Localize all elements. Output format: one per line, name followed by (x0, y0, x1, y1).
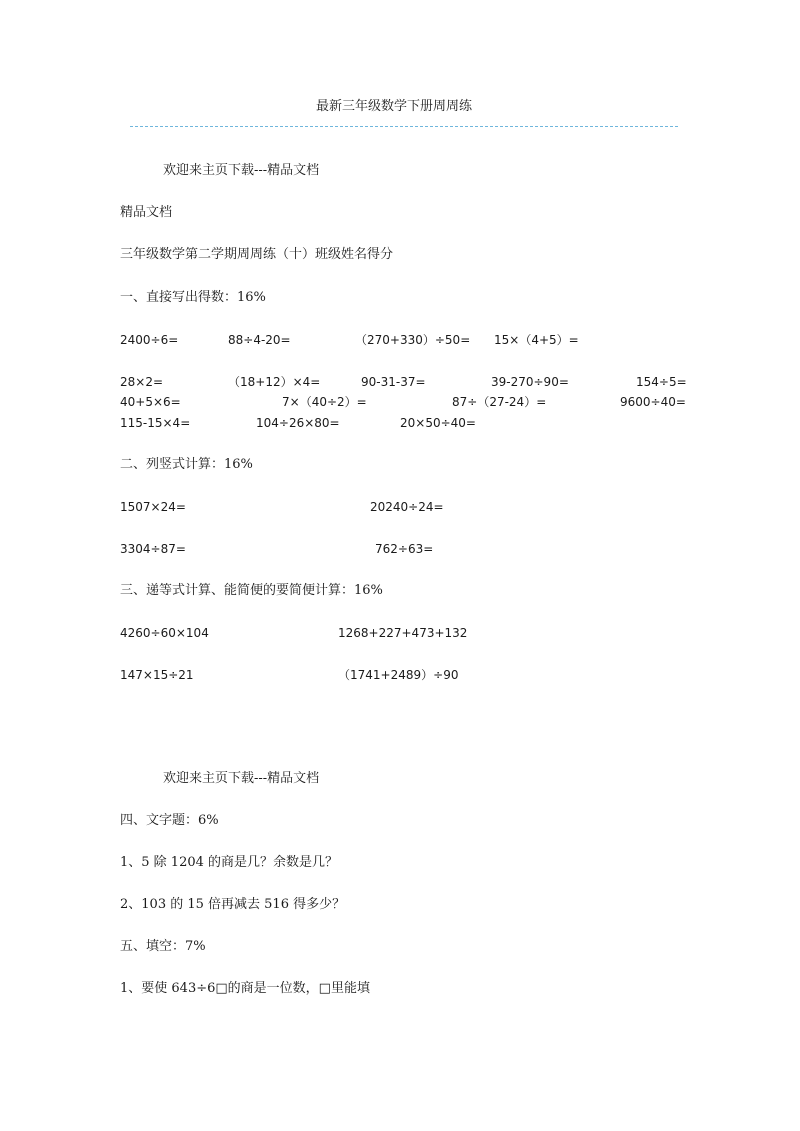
section-2-heading: 二、列竖式计算：16% (120, 457, 253, 472)
s1-r4-item-1: 115-15×4= (120, 416, 191, 430)
s1-r2-item-3: 90-31-37= (361, 375, 426, 389)
s5-question-1: 1、要使 643÷6□的商是一位数，□里能填 (120, 981, 370, 996)
s1-r3-item-2: 7×（40÷2）= (282, 395, 367, 409)
watermark-line-top: 欢迎来主页下载---精品文档 (163, 163, 320, 178)
section-1-heading: 一、直接写出得数：16% (120, 290, 266, 305)
header-title: 最新三年级数学下册周周练 (316, 99, 473, 114)
section-3-heading: 三、递等式计算、能简便的要简便计算：16% (120, 583, 383, 598)
s3-r1-item-1: 4260÷60×104 (120, 626, 209, 640)
s1-r2-item-4: 39-270÷90= (491, 375, 569, 389)
s4-question-1: 1、5 除 1204 的商是几？余数是几？ (120, 855, 339, 870)
s1-r2-item-1: 28×2= (120, 375, 164, 389)
s1-r4-item-3: 20×50÷40= (400, 416, 476, 430)
s1-r3-item-4: 9600÷40= (620, 395, 686, 409)
s1-r2-item-2: （18+12）×4= (228, 375, 321, 389)
document-title: 三年级数学第二学期周周练（十）班级姓名得分 (120, 247, 394, 262)
s2-r1-item-1: 1507×24= (120, 500, 186, 514)
s4-question-2: 2、103 的 15 倍再减去 516 得多少？ (120, 897, 346, 912)
s1-r3-item-1: 40+5×6= (120, 395, 181, 409)
s1-r3-item-3: 87÷（27-24）= (452, 395, 547, 409)
s3-r2-item-1: 147×15÷21 (120, 668, 194, 682)
s1-r4-item-2: 104÷26×80= (256, 416, 340, 430)
section-5-heading: 五、填空：7% (120, 939, 206, 954)
label-jingpin: 精品文档 (120, 205, 173, 220)
s3-r1-item-2: 1268+227+473+132 (338, 626, 468, 640)
s1-r1-item-2: 88÷4-20= (228, 333, 291, 347)
header-dashed-rule (130, 126, 678, 127)
s1-r1-item-3: （270+330）÷50= (355, 333, 471, 347)
watermark-line-bottom: 欢迎来主页下载---精品文档 (163, 771, 320, 786)
s2-r1-item-2: 20240÷24= (370, 500, 444, 514)
s1-r2-item-5: 154÷5= (636, 375, 687, 389)
s1-r1-item-4: 15×（4+5）= (494, 333, 579, 347)
s1-r1-item-1: 2400÷6= (120, 333, 179, 347)
section-4-heading: 四、文字题：6% (120, 813, 219, 828)
s3-r2-item-2: （1741+2489）÷90 (338, 668, 459, 682)
s2-r2-item-2: 762÷63= (375, 542, 434, 556)
s2-r2-item-1: 3304÷87= (120, 542, 186, 556)
